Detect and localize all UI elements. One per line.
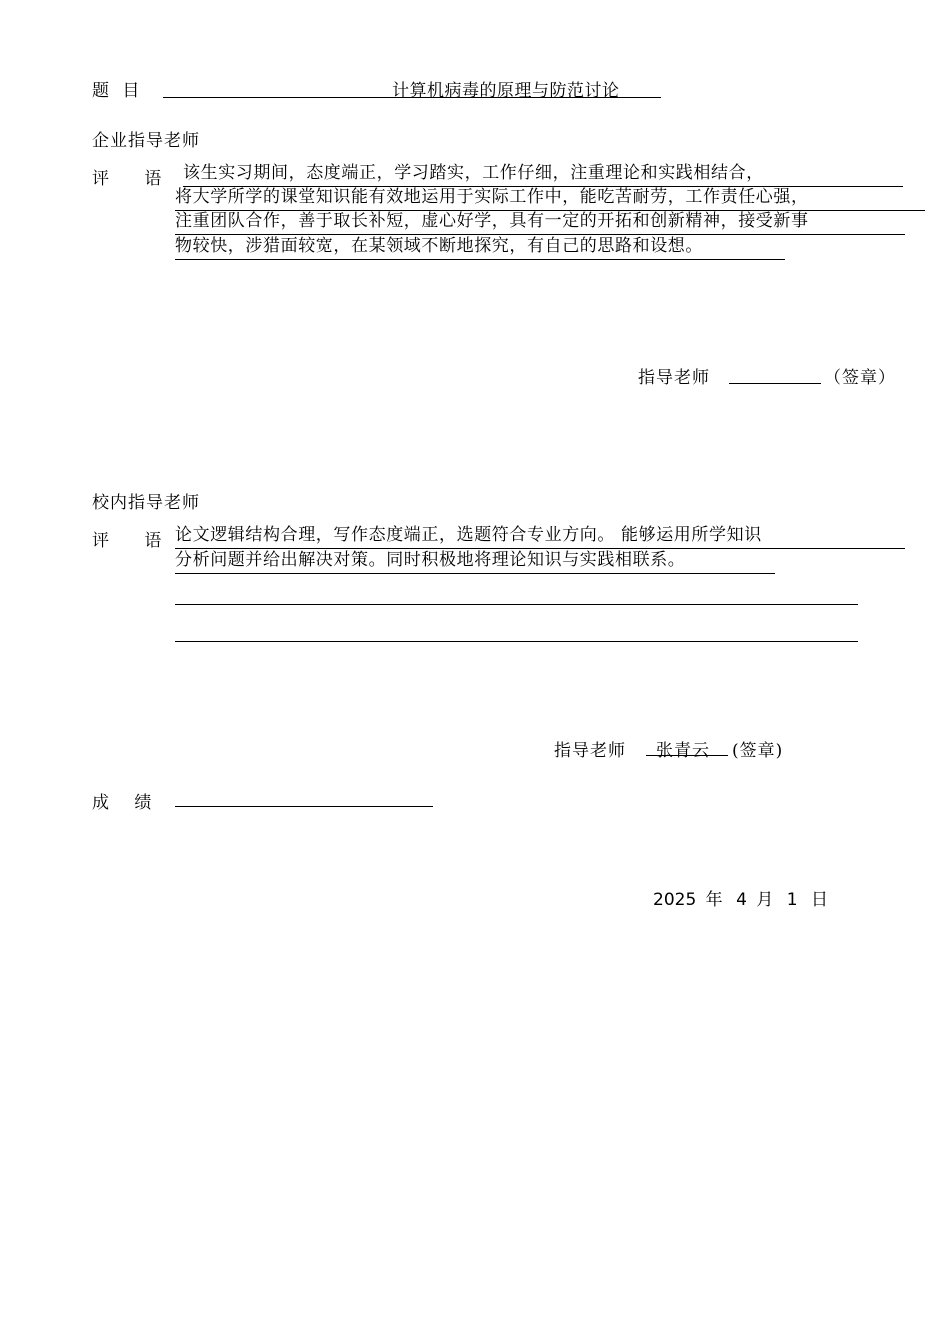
enterprise-comment-line-3: 注重团队合作，善于取长补短，虚心好学，具有一定的开拓和创新精神，接受新事: [175, 210, 905, 235]
school-comment-blank-line-1: [175, 604, 858, 605]
enterprise-seal-label: （签章）: [824, 368, 896, 388]
date-year: 2025: [653, 890, 697, 910]
topic-label: 题 目: [92, 81, 140, 101]
date-year-unit: 年: [705, 890, 723, 910]
enterprise-advisor-label: 指导老师: [638, 368, 710, 388]
grade-label: 成 绩: [92, 793, 152, 813]
school-advisor-signature: 张青云: [646, 736, 728, 756]
school-advisor-heading: 校内指导老师: [92, 493, 200, 513]
enterprise-comment-line-1: 该生实习期间，态度端正，学习踏实，工作仔细，注重理论和实践相结合，: [183, 162, 903, 187]
enterprise-advisor-heading: 企业指导老师: [92, 131, 200, 151]
school-comment-blank-line-2: [175, 641, 858, 642]
topic-value: 计算机病毒的原理与防范讨论: [392, 81, 620, 101]
date: [653, 885, 828, 910]
enterprise-comment-label: 评 语: [92, 169, 162, 189]
enterprise-comment-line-4: 物较快，涉猎面较宽，在某领域不断地探究，有自己的思路和设想。: [175, 235, 785, 260]
date-month-unit: 月: [756, 890, 774, 910]
date-day: 1: [786, 890, 798, 910]
grade-field: [175, 788, 433, 807]
school-comment-label: 评 语: [92, 531, 162, 551]
school-seal-label: (签章): [732, 741, 784, 761]
date-month: 4: [736, 890, 747, 910]
school-comment-line-1: 论文逻辑结构合理，写作态度端正，选题符合专业方向。 能够运用所学知识: [175, 524, 905, 549]
school-advisor-label: 指导老师: [554, 741, 626, 761]
enterprise-comment-line-2: 将大学所学的课堂知识能有效地运用于实际工作中，能吃苦耐劳，工作责任心强，: [175, 186, 925, 211]
enterprise-advisor-signature-field: [729, 363, 821, 384]
date-day-unit: 日: [810, 890, 828, 910]
school-comment-line-2: 分析问题并给出解决对策。同时积极地将理论知识与实践相联系。: [175, 549, 775, 574]
